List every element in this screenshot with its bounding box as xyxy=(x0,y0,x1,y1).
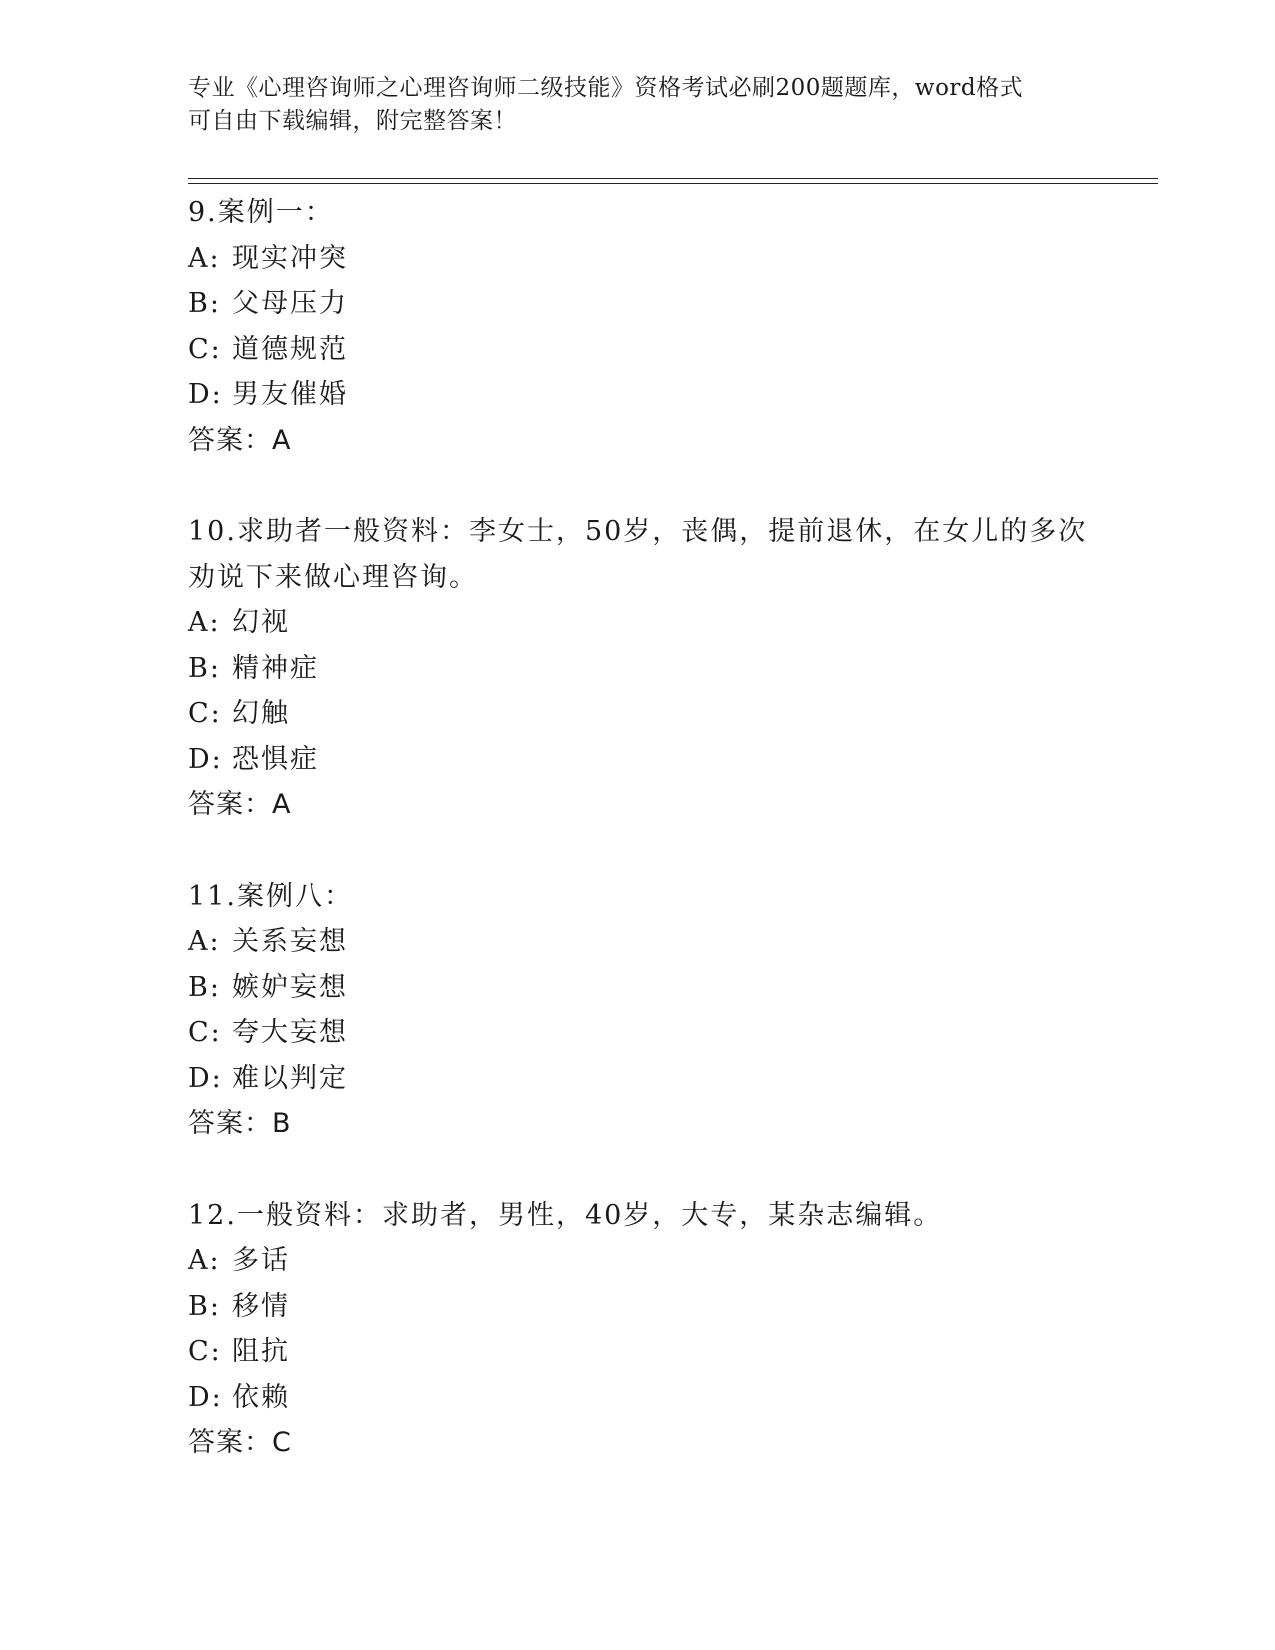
answer-line: 答案：B xyxy=(188,1108,292,1139)
question-stem: 12.一般资料：求助者，男性，40岁，大专，某杂志编辑。 xyxy=(188,1199,943,1231)
option-text: 恐惧症 xyxy=(232,743,319,775)
option-text: 移情 xyxy=(232,1290,290,1322)
option-letter: C: xyxy=(188,698,222,729)
option-letter: A: xyxy=(188,242,221,274)
option-b xyxy=(188,965,1168,1011)
question-stem: 10.求助者一般资料：李女士，50岁，丧偶，提前退休，在女儿的多次劝说下来做心理咨询。 xyxy=(188,516,1088,593)
option-text: 关系妄想 xyxy=(232,926,348,957)
option-b xyxy=(188,1284,1168,1330)
option-text: 依赖 xyxy=(232,1381,290,1413)
option-a xyxy=(188,919,1168,965)
option-letter: D: xyxy=(188,1062,223,1094)
header-divider-top xyxy=(188,178,1158,179)
option-letter: B: xyxy=(188,971,221,1003)
option-letter: A: xyxy=(188,1245,221,1276)
option-text: 嫉妒妄想 xyxy=(232,971,348,1003)
option-letter: B: xyxy=(188,652,221,684)
option-d xyxy=(188,1375,1168,1421)
option-text: 道德规范 xyxy=(232,333,348,365)
answer-line: 答案：A xyxy=(188,789,292,820)
option-text: 幻触 xyxy=(232,698,290,729)
option-a xyxy=(188,236,1168,282)
question-10 xyxy=(188,509,1168,828)
question-12 xyxy=(188,1193,1168,1466)
option-d xyxy=(188,372,1168,418)
option-letter: C: xyxy=(188,333,222,365)
option-b xyxy=(188,281,1168,327)
option-letter: A: xyxy=(188,926,221,957)
header-divider-bottom xyxy=(188,183,1158,184)
option-d xyxy=(188,1056,1168,1102)
document-header xyxy=(188,72,1088,138)
option-text: 多话 xyxy=(232,1245,290,1276)
option-c xyxy=(188,1010,1168,1056)
question-11 xyxy=(188,874,1168,1147)
option-text: 精神症 xyxy=(232,652,319,684)
option-a xyxy=(188,600,1168,646)
option-b xyxy=(188,646,1168,692)
option-text: 难以判定 xyxy=(232,1062,348,1094)
answer-line: 答案：A xyxy=(188,424,292,456)
option-text: 男友催婚 xyxy=(232,379,348,410)
option-letter: C: xyxy=(188,1336,222,1367)
option-text: 现实冲突 xyxy=(232,242,348,274)
header-line-1: 专业《心理咨询师之心理咨询师二级技能》资格考试必刷200题题库，word格式 xyxy=(188,75,1024,101)
option-text: 夸大妄想 xyxy=(232,1017,348,1048)
option-a xyxy=(188,1238,1168,1284)
question-list xyxy=(188,190,1168,1512)
question-stem: 9.案例一： xyxy=(188,197,334,228)
option-text: 阻抗 xyxy=(232,1336,290,1367)
option-d xyxy=(188,737,1168,783)
option-letter: C: xyxy=(188,1017,222,1048)
header-line-2: 可自由下载编辑，附完整答案！ xyxy=(188,108,517,134)
option-letter: B: xyxy=(188,288,221,319)
question-stem: 11.案例八： xyxy=(188,880,353,912)
answer-line: 答案：C xyxy=(188,1427,292,1458)
option-letter: D: xyxy=(188,379,223,410)
option-letter: B: xyxy=(188,1290,221,1322)
option-text: 父母压力 xyxy=(232,288,348,319)
option-letter: D: xyxy=(188,1381,223,1413)
option-letter: A: xyxy=(188,607,221,638)
option-letter: D: xyxy=(188,743,223,775)
option-c xyxy=(188,691,1168,737)
question-9 xyxy=(188,190,1168,463)
option-c xyxy=(188,1329,1168,1375)
option-c xyxy=(188,327,1168,373)
option-text: 幻视 xyxy=(232,607,290,638)
